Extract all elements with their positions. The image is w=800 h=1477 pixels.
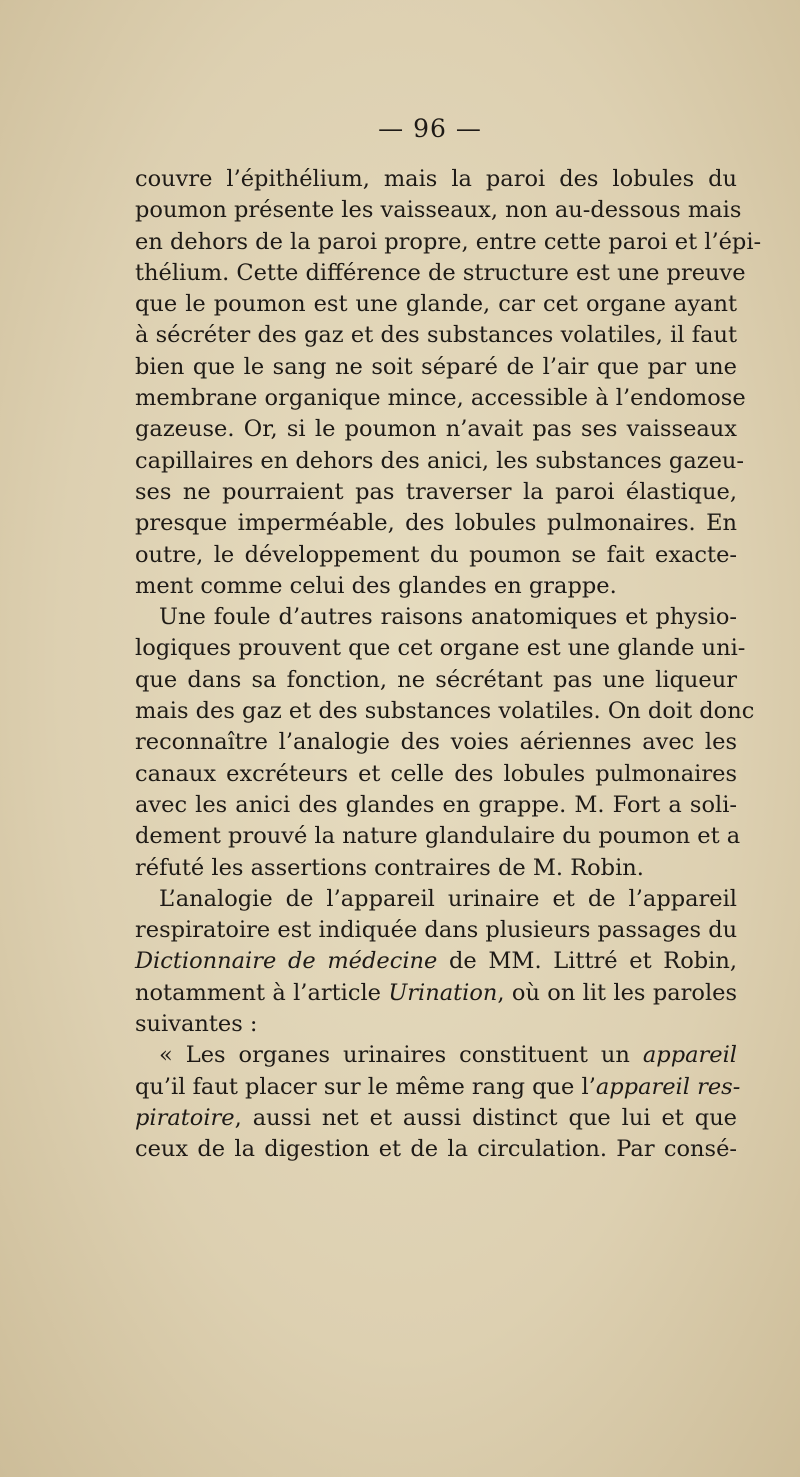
text-line: reconnaître l’analogie des voies aériennes avec les [135,729,737,756]
text-line: canaux excréteurs et celle des lobules pulmonaires [135,760,737,787]
italic-term: appareil res- [595,1073,741,1100]
text-line: gazeuse. Or, si le poumon n’avait pas ses vaisseaux [135,416,737,443]
text-line: membrane organique mince, accessible à l’endomose [135,385,746,412]
text-line: que dans sa fonction, ne sécrétant pas une liqueur [135,666,737,693]
text-line: à sécréter des gaz et des substances volatiles, il faut [135,322,737,349]
text-line: ceux de la digestion et de la circulation. Par consé- [135,1136,737,1163]
text-span: « Les organes urinaires constituent un [159,1042,643,1069]
text-line: presque imperméable, des lobules pulmonaires. En [135,510,737,537]
text-line: dement prouvé la nature glandulaire du poumon et a [135,823,741,850]
text-line: poumon présente les vaisseaux, non au-dessous mais [135,197,742,224]
italic-term: piratoire [135,1104,235,1131]
body-text [135,164,762,1166]
text-line: thélium. Cette différence de structure est une preuve [135,259,746,286]
text-line: ment comme celui des glandes en grappe. [135,572,617,599]
text-line [135,978,737,1009]
text-span: de MM. Littré et Robin, [437,948,738,975]
text-line [135,1103,737,1134]
text-line: respiratoire est indiquée dans plusieurs passages du [135,917,738,944]
text-line: bien que le sang ne soit séparé de l’air que par une [135,353,737,380]
text-span: qu’il faut placer sur le même rang que l’ [135,1073,596,1100]
page-number: — 96 — [378,114,482,143]
text-line: avec les anici des glandes en grappe. M. Fort a soli- [135,791,737,818]
text-line: mais des gaz et des substances volatiles. On doit donc [135,698,755,725]
text-line: couvre l’épithélium, mais la paroi des lobules du [135,166,737,192]
text-line [135,1072,741,1103]
text-line: en dehors de la paroi propre, entre cette paroi et l’épi- [135,228,762,255]
paragraph-start-line: Une foule d’autres raisons anatomiques et physio- [159,604,737,631]
text-line [135,946,737,977]
text-line: outre, le développement du poumon se fait exacte- [135,541,737,568]
text-span: , aussi net et aussi distinct que lui et que [234,1104,737,1131]
text-line: que le poumon est une glande, car cet organe ayant [135,291,737,318]
italic-term: appareil [642,1042,737,1069]
italic-citation: Urination [388,979,498,1006]
text-line: ses ne pourraient pas traverser la paroi élastique, [135,478,737,505]
text-line: réfuté les assertions contraires de M. Robin. [135,854,644,881]
text-line: suivantes : [135,1011,258,1038]
text-span: , où on lit les paroles [497,979,737,1006]
italic-citation: Dictionnaire de médecine [135,948,438,975]
text-line: capillaires en dehors des anici, les substances gazeu- [135,447,745,474]
quote-start-line [135,1040,737,1071]
paragraph-start-line: L’analogie de l’appareil urinaire et de l’appareil [159,885,737,912]
text-line: logiques prouvent que cet organe est une glande uni- [135,635,746,662]
text-span: notamment à l’article [135,979,389,1006]
